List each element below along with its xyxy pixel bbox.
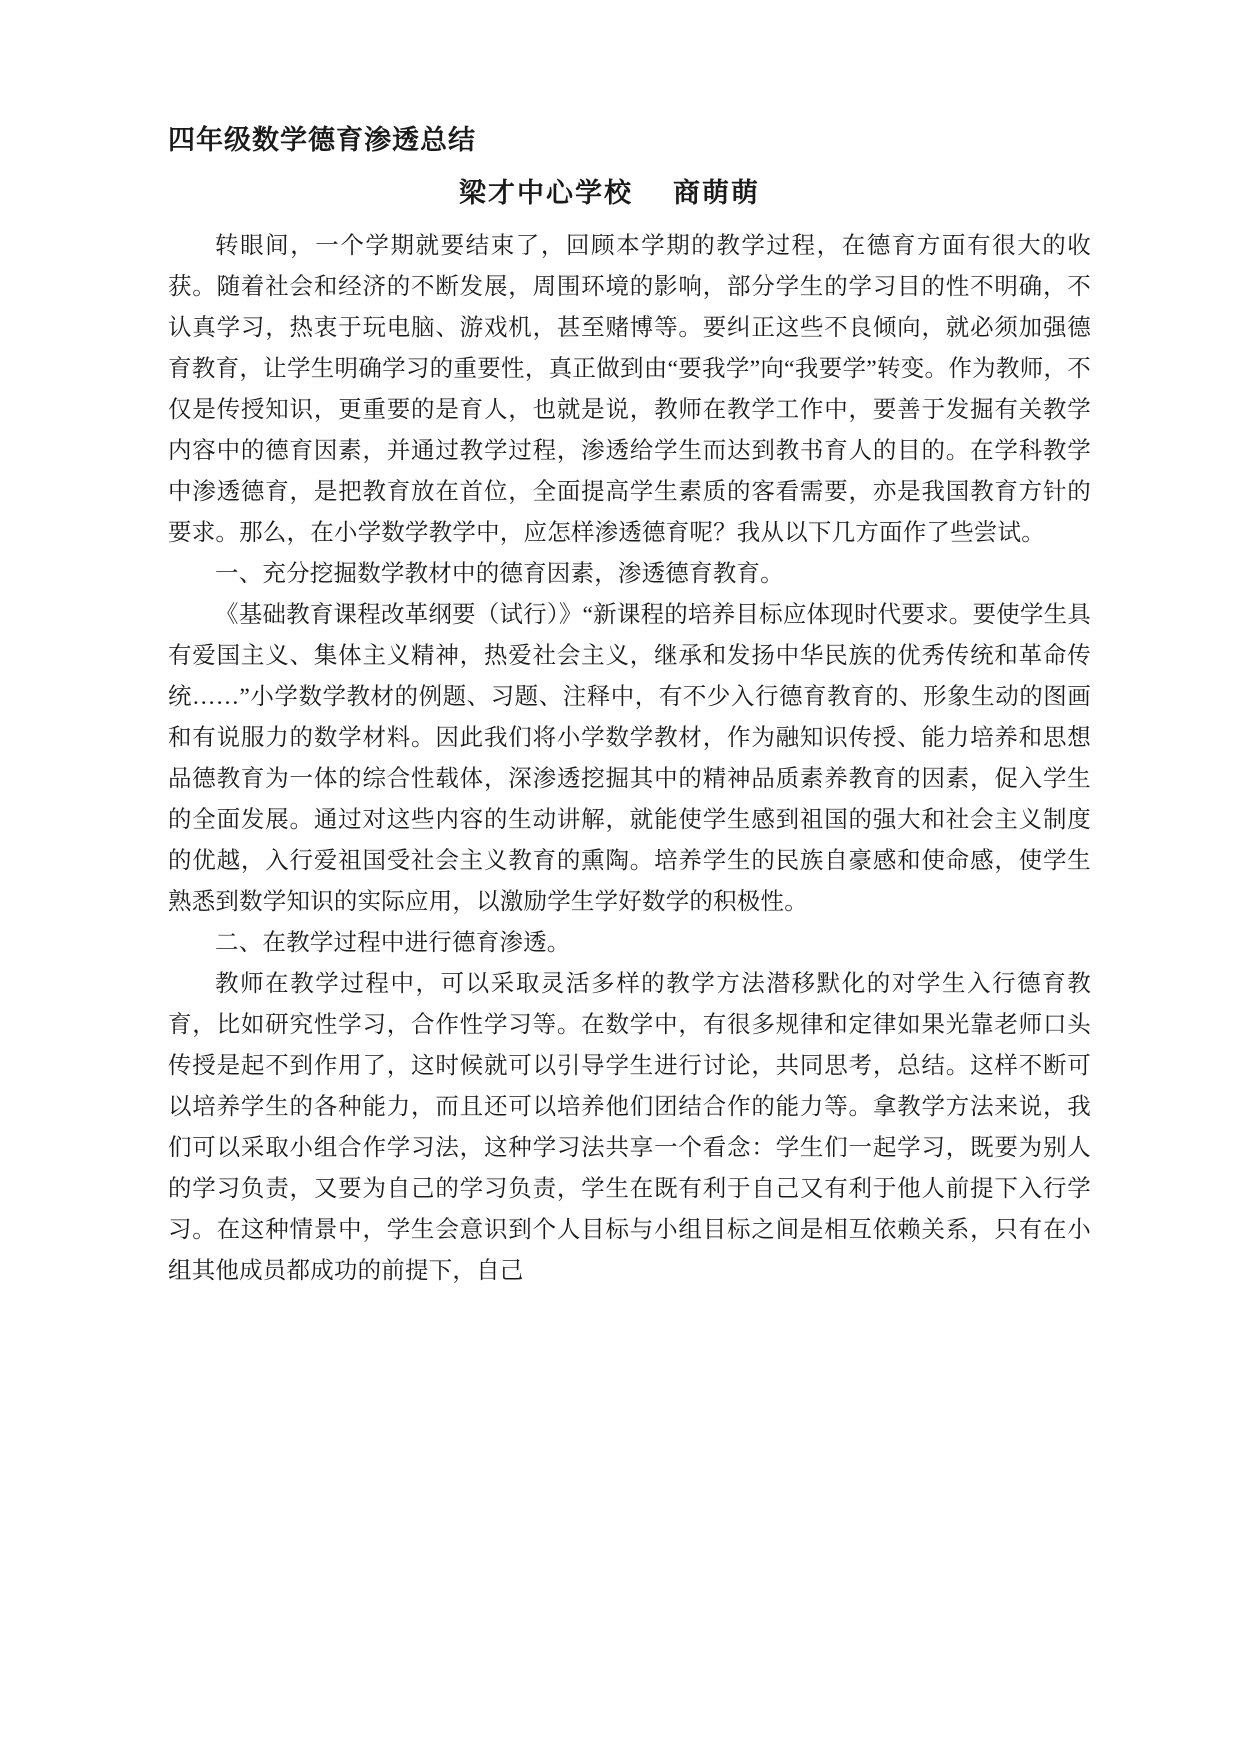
author-name: 商萌萌	[673, 178, 760, 208]
school-name: 梁才中心学校	[459, 178, 633, 208]
paragraph-5: 教师在教学过程中，可以采取灵活多样的教学方法潜移默化的对学生入行德育教育，比如研究性学习，合作性学习等。在数学中，有很多规律和定律如果光靠老师口头传授是起不到作用了，这时候就可以引导学生进行讨论，共同思考，总结。这样不断可以培养学生的各种能力，而且还可以培养他们团结合作的能力等。拿教学方法来说，我们可以采取小组合作学习法，这种学习法共享一个看念：学生们一起学习，既要为别人的学习负责，又要为自己的学习负责，学生在既有利于自己又有利于他人前提下入行学习。在这种情景中，学生会意识到个人目标与小组目标之间是相互依赖关系，只有在小组其他成员都成功的前提下，自己	[168, 971, 1091, 1284]
paragraph-3: 《基础教育课程改革纲要（试行）》“新课程的培养目标应体现时代要求。要使学生具有爱国主义、集体主义精神，热爱社会主义，继承和发扬中华民族的优秀传统和革命传统……”小学数学教材的例题、习题、注释中，有不少入行德育教育的、形象生动的图画和有说服力的数学材料。因此我们将小学数学教材，作为融知识传授、能力培养和思想品德教育为一体的综合性载体，深渗透挖掘其中的精神品质素养教育的因素，促入学生的全面发展。通过对这些内容的生动讲解，就能使学生感到祖国的强大和社会主义制度的优越，入行爱祖国受社会主义教育的熏陶。培养学生的民族自豪感和使命感，使学生熟悉到数学知识的实际应用，以激励学生学好数学的积极性。	[168, 602, 1091, 915]
paragraph-1: 转眼间，一个学期就要结束了，回顾本学期的教学过程，在德育方面有很大的收获。随着社会和经济的不断发展，周围环境的影响，部分学生的学习目的性不明确，不认真学习，热衷于玩电脑、游戏机，甚至赌博等。要纠正这些不良倾向，就必须加强德育教育，让学生明确学习的重要性，真正做到由“要我学”向“我要学”转变。作为教师，不仅是传授知识，更重要的是育人，也就是说，教师在教学工作中，要善于发掘有关教学内容中的德育因素，并通过教学过程，渗透给学生而达到教书育人的目的。在学科教学中渗透德育，是把教育放在首位，全面提高学生素质的客看需要，亦是我国教育方针的要求。那么，在小学数学教学中，应怎样渗透德育呢？我从以下几方面作了些尝试。	[168, 233, 1091, 546]
document-byline	[168, 171, 1091, 210]
page-title: 四年级数学德育渗透总结	[168, 125, 476, 155]
paragraph-4: 二、在教学过程中进行德育渗透。	[215, 930, 571, 956]
paragraph-2: 一、充分挖掘数学教材中的德育因素，渗透德育教育。	[215, 561, 784, 587]
